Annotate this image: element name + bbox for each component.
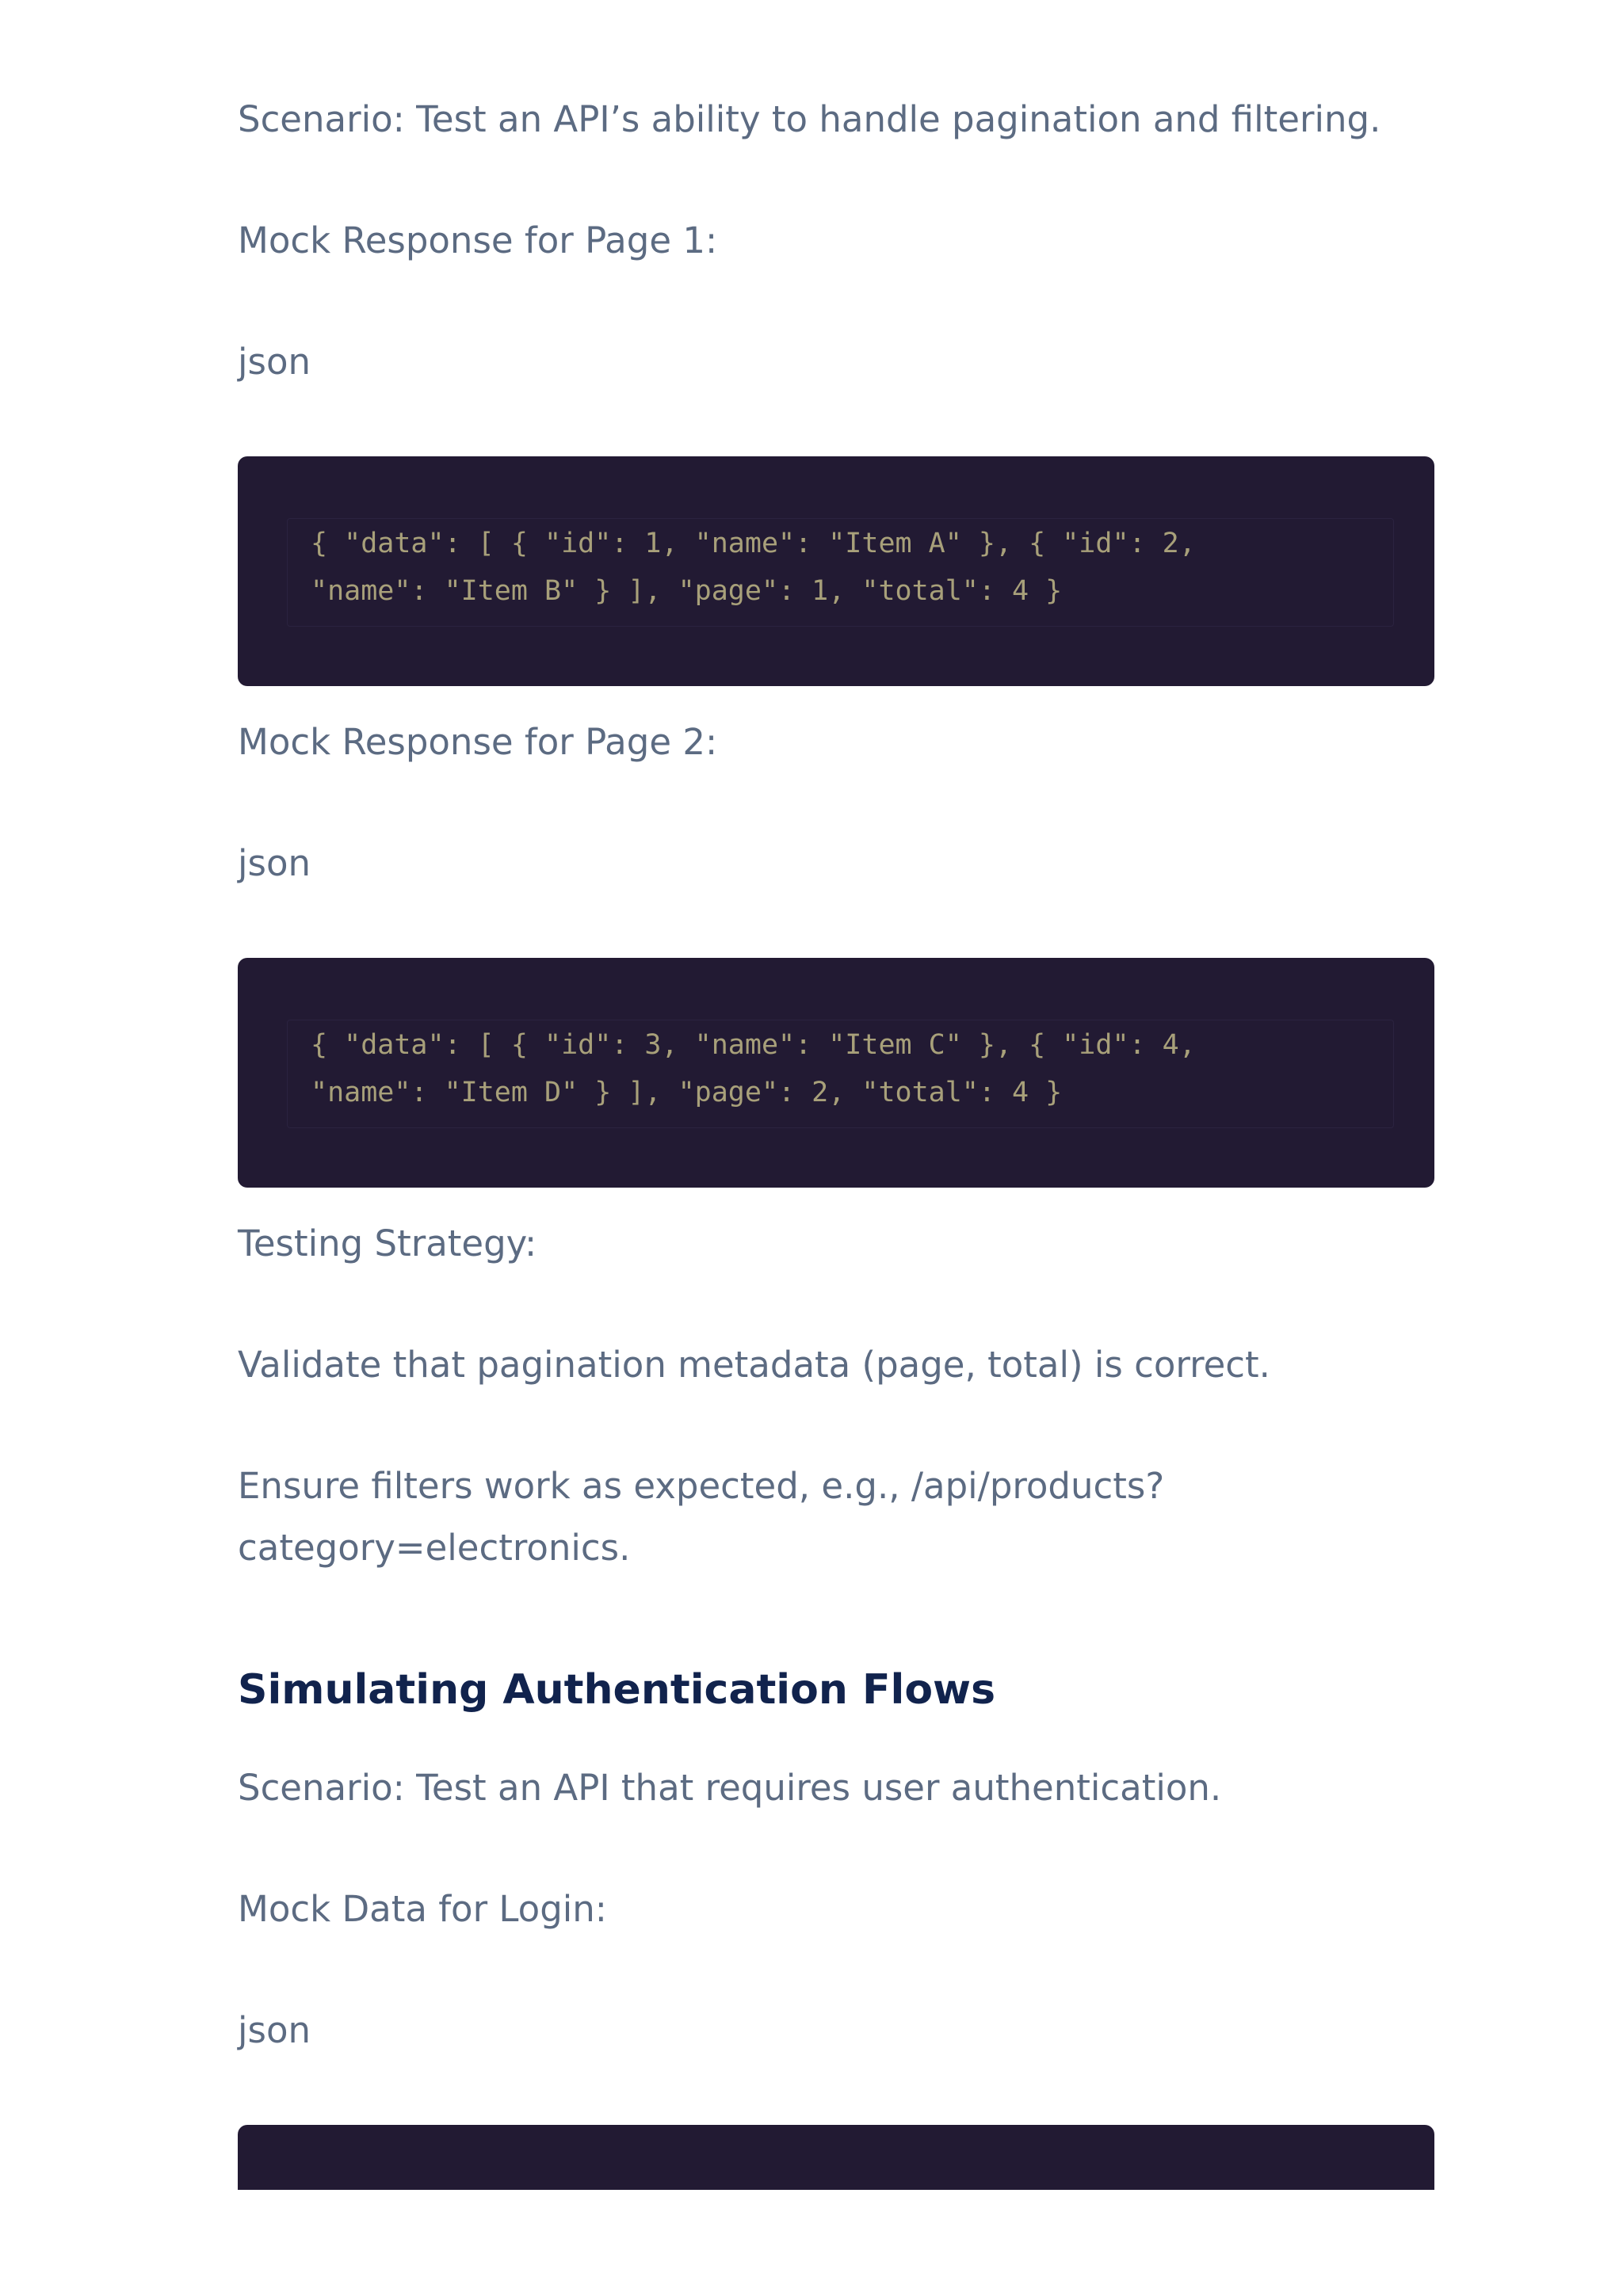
page1-code-block[interactable]: [238, 456, 1434, 686]
page2-code-block[interactable]: [238, 958, 1434, 1188]
page1-code-language-label: json: [238, 341, 311, 383]
testing-strategy-label: Testing Strategy:: [238, 1222, 537, 1264]
page1-response-label: Mock Response for Page 1:: [238, 219, 718, 261]
page2-code-language-label: json: [238, 842, 311, 884]
page2-code-text[interactable]: { "data": [ { "id": 3, "name": "Item C" }, { "id": 4, "name": "Item D" } ], "page": 2, "total": 4 }: [311, 1029, 1212, 1108]
page1-code-text[interactable]: { "data": [ { "id": 1, "name": "Item A" }, { "id": 2, "name": "Item B" } ], "page": 1, "total": 4 }: [311, 528, 1212, 607]
page2-response-label: Mock Response for Page 2:: [238, 721, 718, 763]
auth-section-heading: Simulating Authentication Flows: [238, 1666, 996, 1714]
auth-scenario-text: Scenario: Test an API that requires user authentication.: [238, 1767, 1222, 1809]
pagination-scenario-text: Scenario: Test an API’s ability to handle pagination and filtering.: [238, 98, 1381, 140]
login-mock-data-label: Mock Data for Login:: [238, 1888, 607, 1930]
login-code-language-label: json: [238, 2009, 311, 2051]
login-code-block[interactable]: [238, 2125, 1434, 2190]
strategy-item-pagination-metadata: Validate that pagination metadata (page, total) is correct.: [238, 1344, 1270, 1386]
strategy-item-filters: Ensure filters work as expected, e.g., /api/products?category=electronics.: [238, 1465, 1165, 1569]
